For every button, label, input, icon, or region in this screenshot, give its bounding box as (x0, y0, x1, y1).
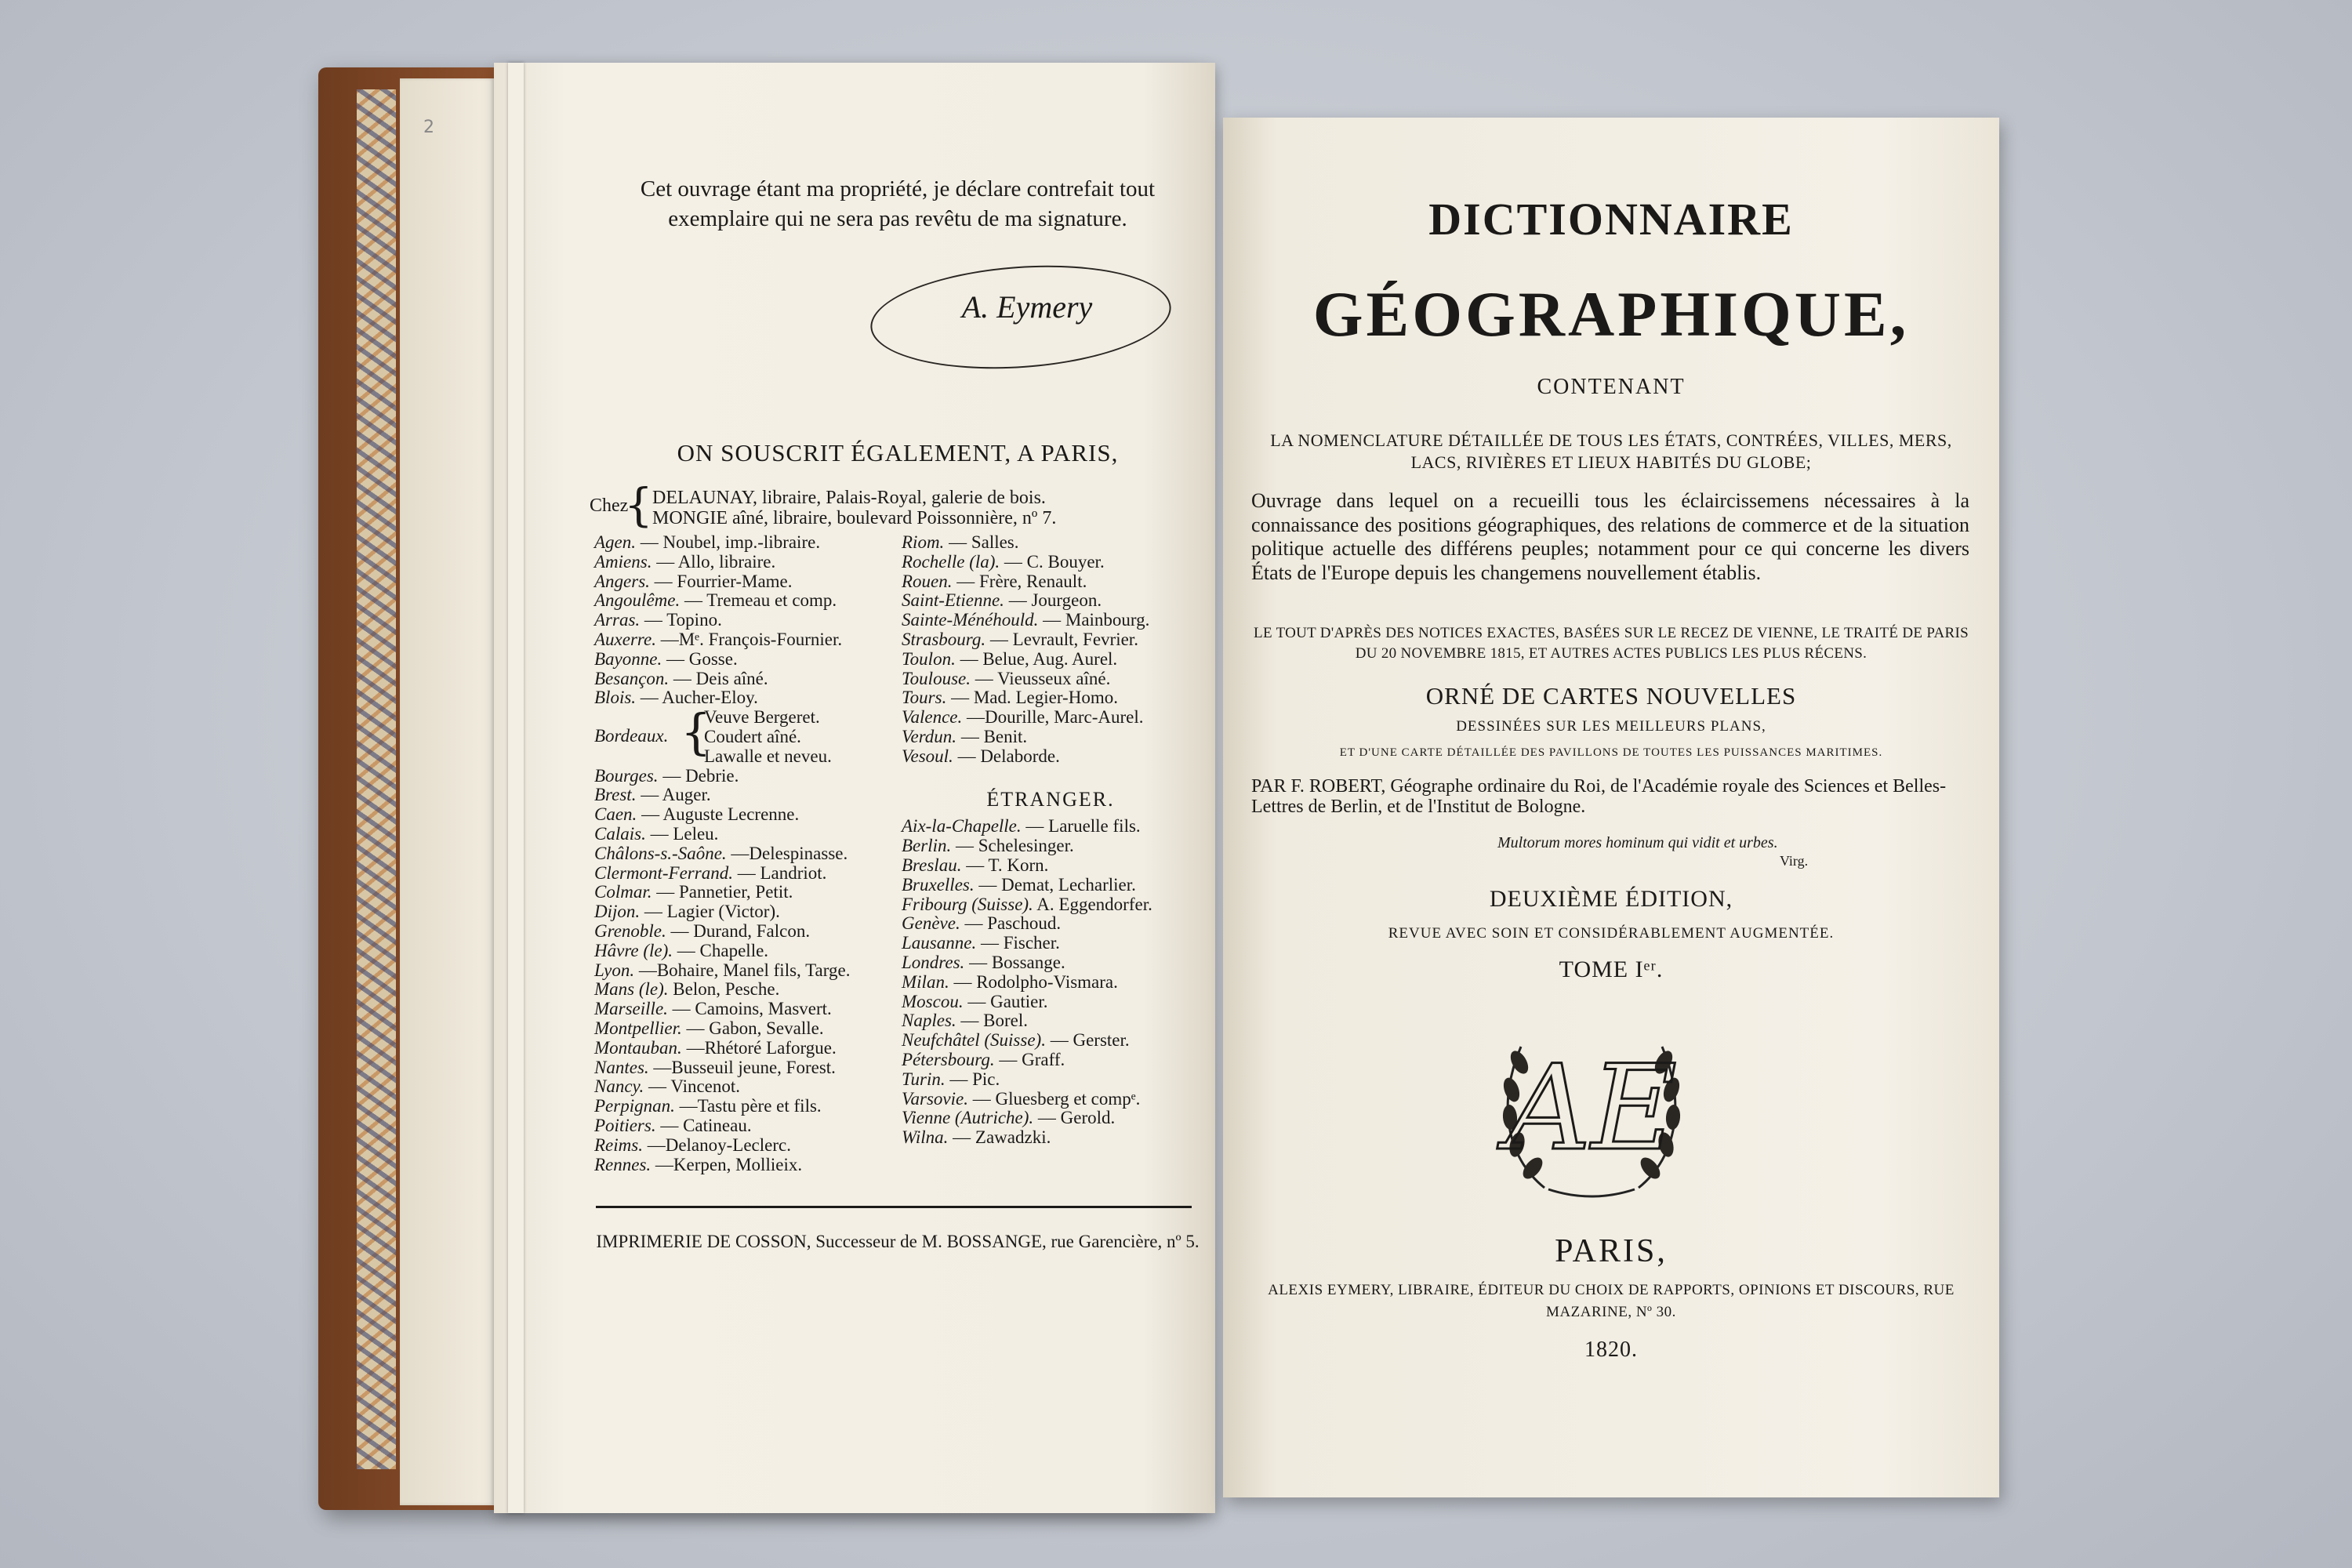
city-name: Bourges. (594, 765, 659, 786)
bookseller-name: — Tremeau et comp. (684, 590, 837, 611)
bookseller-entry (594, 767, 900, 786)
bookseller-name: — Delaborde. (957, 746, 1060, 766)
maps-subheading: DESSINÉES SUR LES MEILLEURS PLANS, (1456, 718, 1766, 735)
sources-note: LE TOUT D'APRÈS DES NOTICES EXACTES, BASÉES SUR LE RECEZ DE VIENNE, LE TRAITÉ DE PARIS DU 20 NOVEMBRE 1815, ET AUTRES ACTES PUBLICS LES PLUS RÉCENS. (1254, 625, 1969, 662)
bookseller-name: — Gerster. (1050, 1030, 1130, 1051)
bookseller-entry (902, 688, 1200, 708)
bookseller-name: — Gautier. (967, 991, 1048, 1011)
marbled-endpaper (357, 89, 396, 1469)
bookseller-entry (902, 993, 1200, 1012)
city-name: Bordeaux. (594, 726, 669, 746)
bookseller-name: A. Eggendorfer. (1036, 894, 1152, 914)
bookseller-name: — Benit. (960, 726, 1028, 746)
bookseller-name: — T. Korn. (966, 855, 1049, 875)
brace-icon: { (681, 703, 712, 761)
bookseller-entry (594, 1156, 900, 1175)
bookseller-entry (902, 856, 1200, 876)
bookseller-entry (594, 533, 900, 553)
bookseller-name: — Schelesinger. (956, 836, 1074, 856)
bookseller-name: —Tastu père et fils. (679, 1096, 822, 1116)
bookseller-name: — Gabon, Sevalle. (686, 1018, 824, 1038)
city-name: Bayonne. (594, 648, 662, 669)
bookseller-entry (594, 942, 900, 961)
divider-rule (596, 1206, 1192, 1208)
bookseller-name: — Gosse. (666, 648, 738, 669)
bookseller-entry (902, 1128, 1200, 1148)
bookseller-name: — Mad. Legier-Homo. (951, 688, 1118, 708)
city-name: Rennes. (594, 1154, 652, 1174)
city-name: Toulon. (902, 648, 956, 669)
city-name: Arras. (594, 610, 641, 630)
city-name: Nantes. (594, 1057, 649, 1077)
bookseller-entry (902, 747, 1200, 767)
bookseller-entry (902, 572, 1200, 592)
bookseller-entry (594, 961, 900, 981)
city-name: Rouen. (902, 571, 953, 591)
publication-year: 1820. (1584, 1338, 1638, 1362)
bookseller-name: — C. Bouyer. (1004, 551, 1105, 572)
city-name: Vesoul. (902, 746, 953, 766)
description-paragraph: Ouvrage dans lequel on a recueilli tous les éclaircissemens nécessaires à la connaissance des positions géographiques, des relations de commerce et de la situation politique actuelle des différens peuples; notamment pour ce qui concerne les divers États de l'Europe depuis les changemens nouvellement établis. (1251, 489, 1969, 584)
city-name: Aix-la-Chapelle. (902, 816, 1022, 837)
city-name: Angers. (594, 571, 650, 591)
city-name: Poitiers. (594, 1115, 656, 1135)
city-name: Clermont-Ferrand. (594, 862, 733, 883)
bookseller-entry (594, 688, 900, 708)
city-name: Londres. (902, 952, 965, 972)
bookseller-entry (594, 844, 900, 864)
bookseller-entry (594, 1077, 900, 1097)
bookseller-name: — Auguste Lecrenne. (641, 804, 800, 825)
bookseller-entry (594, 980, 900, 1000)
bookseller-name: — Deis aîné. (673, 668, 768, 688)
bookseller-name: —Kerpen, Mollieix. (655, 1154, 803, 1174)
city-name: Vienne (Autriche). (902, 1108, 1034, 1128)
epigraph-source: Virg. (1780, 853, 1809, 869)
bookseller-name: — Gluesberg et compᵉ. (972, 1088, 1141, 1109)
bookseller-entry (594, 825, 900, 844)
city-name: Nancy. (594, 1076, 644, 1097)
city-name: Hâvre (le). (594, 940, 673, 960)
city-name: Mans (le). (594, 979, 669, 1000)
city-name: Varsovie. (902, 1088, 968, 1109)
bookseller-name: — Rodolpho-Vismara. (953, 971, 1118, 992)
city-name: Naples. (902, 1011, 956, 1031)
city-name: Marseille. (594, 999, 668, 1019)
city-name: Brest. (594, 785, 637, 805)
bookseller-entry (594, 630, 900, 650)
city-name: Fribourg (Suisse). (902, 894, 1033, 914)
city-name: Verdun. (902, 726, 957, 746)
city-name: Auxerre. (594, 629, 656, 649)
city-name: Lyon. (594, 960, 635, 980)
bookseller-name: —Bohaire, Manel fils, Targe. (638, 960, 851, 980)
bookseller-entry (594, 1019, 900, 1039)
etranger-heading: ÉTRANGER. (986, 787, 1115, 811)
bookseller-name: — Graff. (999, 1049, 1065, 1069)
bookseller-entry (902, 670, 1200, 689)
city-name: Pétersbourg. (902, 1049, 995, 1069)
city-name: Genève. (902, 913, 960, 934)
bookseller-entry (902, 817, 1200, 837)
bookseller-name: — Paschoud. (964, 913, 1062, 934)
flags-note: ET D'UNE CARTE DÉTAILLÉE DES PAVILLONS DE TOUTES LES PUISSANCES MARITIMES. (1339, 746, 1883, 759)
imprint-city: PARIS, (1555, 1233, 1668, 1269)
city-name: Breslau. (902, 855, 962, 875)
monogram-emblem-icon (1474, 1007, 1709, 1211)
bookseller-name: — Durand, Falcon. (670, 920, 811, 941)
bookseller-entry (594, 786, 900, 805)
bookseller-name: — Debrie. (662, 765, 739, 786)
bookseller-name: — Leleu. (650, 823, 719, 844)
bookseller-entry (902, 895, 1200, 915)
contenant-label: CONTENANT (1537, 375, 1686, 399)
city-name: Rochelle (la). (902, 551, 1000, 572)
city-name: Montauban. (594, 1037, 682, 1058)
bookseller-entry (594, 1097, 900, 1116)
bookseller-entry (902, 533, 1200, 553)
bookseller-name: — Pannetier, Petit. (656, 882, 793, 902)
city-name: Grenoble. (594, 920, 666, 941)
revision-note: REVUE AVEC SOIN ET CONSIDÉRABLEMENT AUGMENTÉE. (1388, 925, 1835, 942)
bookseller-name: —Delanoy-Leclerc. (647, 1134, 791, 1155)
city-name: Milan. (902, 971, 949, 992)
bookseller-column-left (594, 533, 900, 1174)
bookseller-name: — Lagier (Victor). (644, 902, 780, 922)
bookseller-name: — Zawadzki. (953, 1127, 1051, 1148)
city-name: Reims. (594, 1134, 643, 1155)
bookseller-entry (902, 1031, 1200, 1051)
bookseller-name: Veuve Bergeret. (704, 707, 820, 728)
bookseller-entry (902, 934, 1200, 953)
ownership-notice: Cet ouvrage étant ma propriété, je déclare contrefait tout exemplaire qui ne sera pas revêtu de ma signature. (640, 176, 1156, 231)
bookseller-name: — Pic. (949, 1069, 1000, 1089)
city-name: Agen. (594, 532, 637, 552)
city-name: Lausanne. (902, 933, 977, 953)
bookseller-entry (902, 1051, 1200, 1070)
bookseller-name: — Catineau. (660, 1115, 752, 1135)
bookseller-name: — Topino. (644, 610, 722, 630)
bookseller-name: — Vincenot. (648, 1076, 741, 1097)
city-name: Amiens. (594, 551, 652, 572)
city-name: Châlons-s.-Saône. (594, 843, 727, 863)
bookseller-entry (902, 914, 1200, 934)
bookseller-entry (594, 1000, 900, 1019)
city-name: Toulouse. (902, 668, 971, 688)
bookseller-entry (594, 650, 900, 670)
bookseller-name: —Delespinasse. (731, 843, 848, 863)
bookseller-entry (902, 728, 1200, 747)
city-name: Angoulême. (594, 590, 681, 611)
bookseller-name: — Levrault, Fevrier. (989, 629, 1138, 649)
bookseller-name: — Frère, Renault. (956, 571, 1087, 591)
signature: A. Eymery (961, 289, 1093, 325)
bookseller-name: — Gerold. (1037, 1108, 1116, 1128)
printer-imprint: IMPRIMERIE DE COSSON, Successeur de M. BOSSANGE, rue Garencière, nº 5. (596, 1232, 1200, 1251)
city-name: Tours. (902, 688, 947, 708)
bookseller-entry (902, 591, 1200, 611)
chez-label: Chez (590, 495, 629, 516)
bookseller-name: — Aucher-Eloy. (640, 688, 758, 708)
nomenclature-text: LA NOMENCLATURE DÉTAILLÉE DE TOUS LES ÉTATS, CONTRÉES, VILLES, MERS, LACS, RIVIÈRES ET LIEUX HABITÉS DU GLOBE; (1270, 430, 1952, 472)
city-name: Calais. (594, 823, 646, 844)
title-line-1: DICTIONNAIRE (1428, 194, 1794, 245)
city-name: Strasbourg. (902, 629, 986, 649)
city-name: Bruxelles. (902, 874, 975, 895)
bookseller-name: — Noubel, imp.-libraire. (640, 532, 821, 552)
bookseller-name: — Fourrier-Mame. (654, 571, 793, 591)
brace-icon: { (624, 478, 653, 532)
bookseller-column-right (902, 533, 1200, 1148)
city-name: Dijon. (594, 902, 641, 922)
bookseller-entry (902, 973, 1200, 993)
bookseller-entry (902, 630, 1200, 650)
bookseller-name: — Belue, Aug. Aurel. (960, 648, 1118, 669)
bookseller-entry (902, 553, 1200, 572)
bookseller-entry (594, 572, 900, 592)
bookseller-entry (902, 1011, 1200, 1031)
bookseller-entry (594, 883, 900, 902)
bookseller-entry (594, 902, 900, 922)
city-name: Caen. (594, 804, 637, 825)
city-name: Sainte-Ménéhould. (902, 610, 1039, 630)
bookseller-name: Lawalle et neveu. (704, 746, 832, 766)
bookseller-name: — Bossange. (969, 952, 1065, 972)
bookseller-name: — Allo, libraire. (656, 551, 776, 572)
bookseller-name: — Camoins, Masvert. (672, 999, 832, 1019)
bookseller-name: — Laruelle fils. (1025, 816, 1141, 837)
subscription-heading: ON SOUSCRIT ÉGALEMENT, A PARIS, (677, 439, 1119, 466)
city-name: Neufchâtel (Suisse). (902, 1030, 1046, 1051)
bookseller-name: — Demat, Lecharlier. (978, 874, 1136, 895)
city-name: Berlin. (902, 836, 952, 856)
city-name: Besançon. (594, 668, 670, 688)
elastic-band (508, 63, 524, 1513)
city-name: Montpellier. (594, 1018, 682, 1038)
bookseller-name: — Salles. (949, 532, 1019, 552)
city-name: Colmar. (594, 882, 652, 902)
city-name: Riom. (902, 532, 945, 552)
pencil-mark: 2 (423, 118, 434, 137)
chez-line: DELAUNAY, libraire, Palais-Royal, galerie de bois. (652, 488, 1046, 508)
bookseller-entry (902, 1090, 1200, 1109)
bookseller-name: — Vieusseux aîné. (975, 668, 1111, 688)
maps-heading: ORNÉ DE CARTES NOUVELLES (1425, 682, 1797, 710)
bordeaux-entry (594, 703, 900, 766)
city-name: Wilna. (902, 1127, 949, 1148)
bookseller-name: Coudert aîné. (704, 726, 801, 746)
bookseller-name: — Fischer. (980, 933, 1060, 953)
bookseller-name: — Jourgeon. (1008, 590, 1102, 611)
bookseller-entry (594, 611, 900, 630)
bookseller-entry (594, 1136, 900, 1156)
bookseller-entry (902, 953, 1200, 973)
bookseller-entry (902, 1109, 1200, 1128)
bookseller-entry (594, 553, 900, 572)
flyleaf (400, 78, 494, 1505)
bookseller-name: —Rhétoré Laforgue. (686, 1037, 837, 1058)
author-credit: PAR F. ROBERT, Géographe ordinaire du Roi, de l'Académie royale des Sciences et Belles-Lettres de Berlin, et de l'Institut de Bologne. (1251, 776, 1947, 817)
city-name: Perpignan. (594, 1096, 675, 1116)
bookseller-name: — Landriot. (737, 862, 827, 883)
publisher-line: ALEXIS EYMERY, LIBRAIRE, ÉDITEUR DU CHOIX DE RAPPORTS, OPINIONS ET DISCOURS, RUE MAZARINE, Nº 30. (1268, 1282, 1955, 1320)
bookseller-name: Belon, Pesche. (673, 979, 780, 1000)
city-name: Saint-Etienne. (902, 590, 1004, 611)
bookseller-name: —Dourille, Marc-Aurel. (967, 707, 1144, 728)
bookseller-entry (902, 611, 1200, 630)
bookseller-entry (902, 708, 1200, 728)
bookseller-entry (594, 805, 900, 825)
edition-label: DEUXIÈME ÉDITION, (1489, 886, 1733, 912)
bookseller-name: — Auger. (641, 785, 711, 805)
bookseller-entry (594, 922, 900, 942)
city-name: Valence. (902, 707, 963, 728)
bookseller-entry (902, 1070, 1200, 1090)
bookseller-name: —Mᵉ. François-Fournier. (660, 629, 843, 649)
volume-label: TOME Iᵉʳ. (1559, 956, 1664, 982)
bookseller-entry (594, 591, 900, 611)
bookseller-name: — Mainbourg. (1043, 610, 1150, 630)
city-name: Turin. (902, 1069, 946, 1089)
bookseller-name: —Busseuil jeune, Forest. (653, 1057, 836, 1077)
chez-line: MONGIE aîné, libraire, boulevard Poissonnière, nº 7. (652, 508, 1057, 528)
bookseller-entry (902, 837, 1200, 856)
bookseller-entry (594, 1039, 900, 1058)
epigraph: Multorum mores hominum qui vidit et urbes. (1497, 834, 1778, 851)
bookseller-entry (902, 876, 1200, 895)
bookseller-entry (594, 864, 900, 884)
paris-booksellers (590, 478, 1209, 532)
bookseller-entry (902, 650, 1200, 670)
bookseller-entry (594, 670, 900, 689)
bookseller-entry (594, 1058, 900, 1078)
monogram-letters: AE (1506, 1040, 1677, 1177)
title-line-2: GÉOGRAPHIQUE, (1312, 278, 1910, 350)
bookseller-name: — Chapelle. (677, 940, 769, 960)
city-name: Blois. (594, 688, 637, 708)
bookseller-entry (594, 1116, 900, 1136)
bookseller-name: — Borel. (960, 1011, 1028, 1031)
city-name: Moscou. (902, 991, 964, 1011)
